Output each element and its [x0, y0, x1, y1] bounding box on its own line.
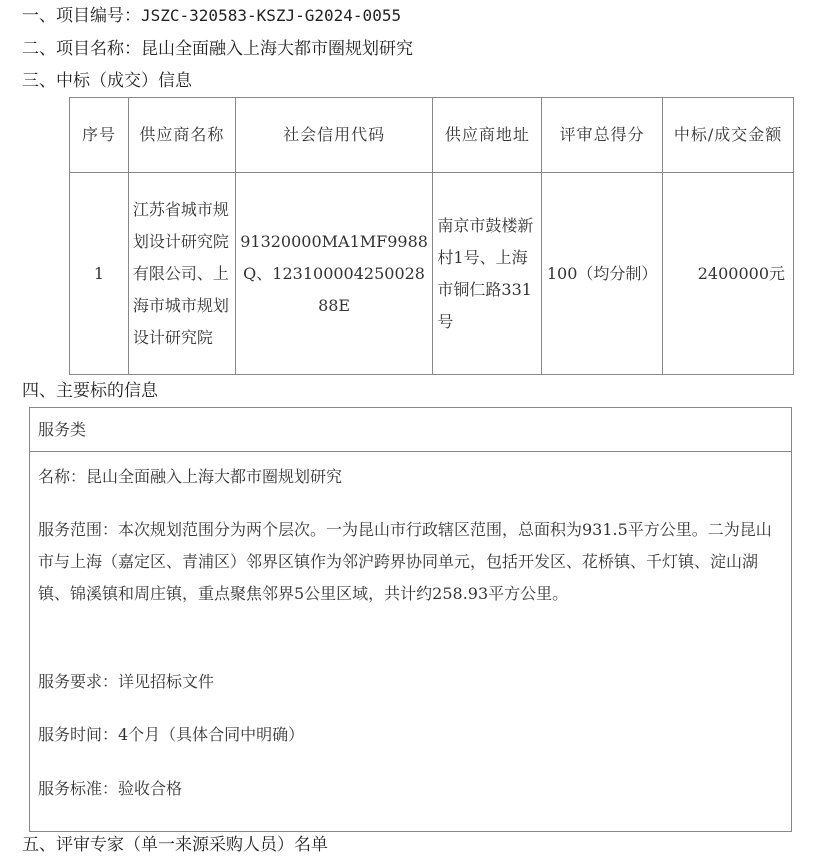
service-requirement: 服务要求：详见招标文件	[38, 672, 215, 691]
table-header-row	[70, 98, 794, 173]
cell-no: 1	[70, 173, 129, 375]
service-standard: 服务标准：验收合格	[38, 779, 183, 798]
service-category: 服务类	[30, 408, 791, 452]
header-credit-code: 社会信用代码	[235, 98, 433, 173]
header-score: 评审总得分	[542, 98, 663, 173]
service-name: 名称：昆山全面融入上海大都市圈规划研究	[38, 467, 343, 486]
project-number-heading	[22, 5, 401, 27]
cell-score: 100（均分制）	[542, 173, 663, 375]
cell-supplier: 江苏省城市规划设计研究院有限公司、上海市城市规划设计研究院	[128, 173, 235, 375]
header-amount: 中标/成交金额	[663, 98, 794, 173]
cell-credit-code: 91320000MA1MF9988Q、12310000425002888E	[235, 173, 433, 375]
header-no: 序号	[70, 98, 129, 173]
project-number-value: JSZC-320583-KSZJ-G2024-0055	[141, 6, 402, 25]
cell-amount: 2400000元	[663, 173, 794, 375]
project-name-heading	[22, 38, 413, 60]
service-time: 服务时间：4个月（具体合同中明确）	[38, 725, 305, 744]
subject-info-box	[29, 407, 792, 832]
service-scope: 服务范围：本次规划范围分为两个层次。一为昆山市行政辖区范围，总面积为931.5平方公里。二为昆山市与上海（嘉定区、青浦区）邻界区镇作为邻沪跨界协同单元，包括开发区、花桥镇、千灯镇、淀山湖镇、锦溪镇和周庄镇，重点聚焦邻界5公里区域，共计约258.93平方公里。	[38, 520, 772, 603]
project-name-value: 昆山全面融入上海大都市圈规划研究	[141, 39, 413, 59]
expert-list-heading: 五、评审专家（单一来源采购人员）名单	[22, 835, 328, 855]
header-address: 供应商地址	[433, 98, 542, 173]
table-row	[70, 173, 794, 375]
header-supplier: 供应商名称	[128, 98, 235, 173]
project-name-label: 二、项目名称：	[22, 39, 141, 59]
award-info-heading: 三、中标（成交）信息	[22, 71, 192, 91]
award-table	[69, 97, 794, 375]
cell-address: 南京市鼓楼新村1号、上海市铜仁路331号	[433, 173, 542, 375]
project-number-label: 一、项目编号：	[22, 6, 141, 26]
main-subject-heading: 四、主要标的信息	[22, 381, 158, 401]
